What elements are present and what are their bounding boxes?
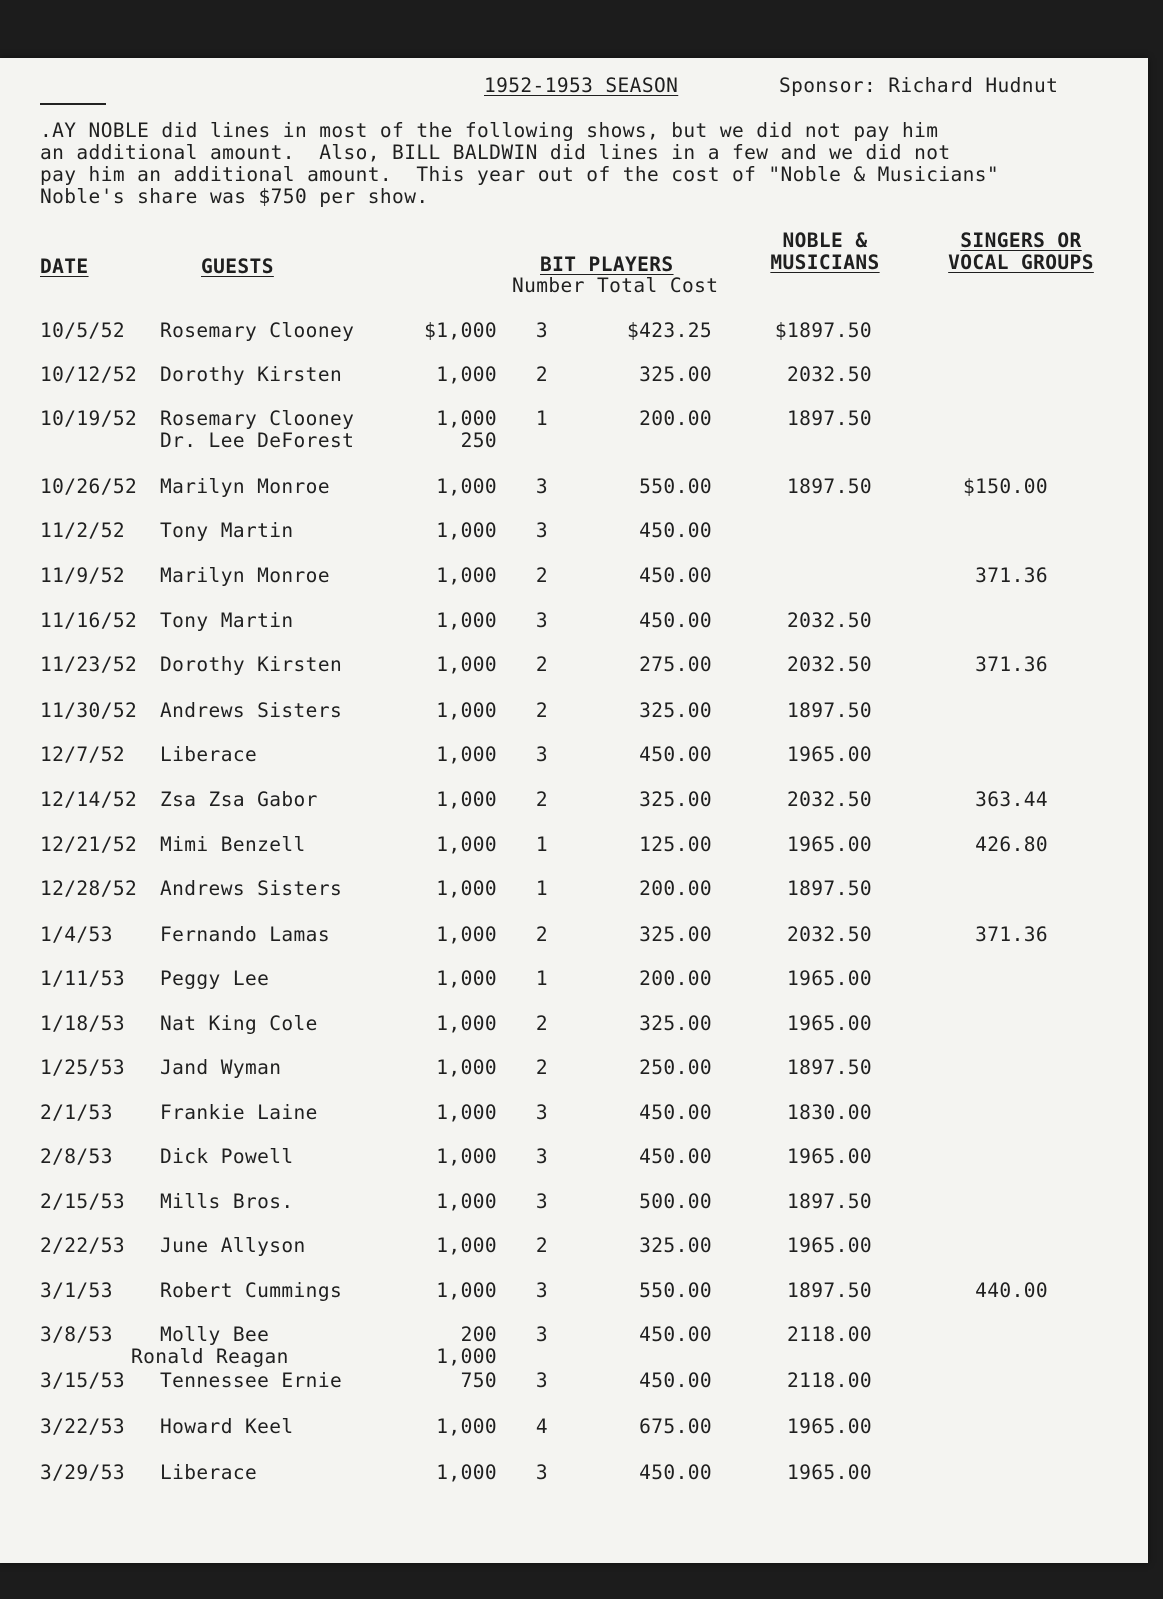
bit-number-cell: 3: [535, 1279, 549, 1302]
bit-cost-cell: 125.00: [639, 833, 712, 856]
date-cell: 2/15/53: [40, 1190, 125, 1213]
noble-cell: 2032.50: [787, 363, 872, 386]
bit-number-cell: 2: [535, 1012, 549, 1035]
fee-cell: 1,000: [436, 1415, 497, 1438]
noble-cell: 1965.00: [787, 967, 872, 990]
bit-number-cell: 2: [535, 653, 549, 676]
fee-cell: 1,000: [436, 923, 497, 946]
bit-cost-cell: 200.00: [639, 967, 712, 990]
bit-number-cell: 2: [535, 363, 549, 386]
guest-cell: Robert Cummings: [160, 1279, 343, 1302]
date-cell: 2/1/53: [40, 1101, 113, 1124]
guest-cell: Dr. Lee DeForest: [160, 429, 355, 452]
date-cell: 3/22/53: [40, 1415, 125, 1438]
fee-cell: 1,000: [436, 1345, 497, 1368]
column-header-noble-2: MUSICIANS: [770, 251, 880, 274]
guest-cell: Tony Martin: [160, 519, 294, 542]
bit-number-cell: 1: [535, 877, 549, 900]
date-cell: 3/29/53: [40, 1461, 125, 1484]
date-cell: 12/7/52: [40, 743, 125, 766]
singers-cell: 426.80: [975, 833, 1048, 856]
bit-number-cell: 2: [535, 923, 549, 946]
season-title: 1952-1953 SEASON: [484, 74, 679, 97]
fee-cell: 1,000: [436, 475, 497, 498]
noble-cell: 2032.50: [787, 923, 872, 946]
date-cell: 11/2/52: [40, 519, 125, 542]
bit-cost-cell: 500.00: [639, 1190, 712, 1213]
fee-cell: 1,000: [436, 1234, 497, 1257]
bit-cost-cell: 450.00: [639, 519, 712, 542]
bit-cost-cell: 325.00: [639, 1234, 712, 1257]
margin-dash: [40, 103, 106, 105]
fee-cell: 1,000: [436, 788, 497, 811]
fee-cell: 1,000: [436, 407, 497, 430]
bit-number-cell: 3: [535, 1369, 549, 1392]
fee-cell: 1,000: [436, 833, 497, 856]
bit-cost-cell: $423.25: [627, 319, 712, 342]
bit-cost-cell: 200.00: [639, 877, 712, 900]
column-subheader-bit-players: Number Total Cost: [512, 274, 719, 297]
date-cell: 11/23/52: [40, 653, 138, 676]
fee-cell: 1,000: [436, 1190, 497, 1213]
date-cell: 1/25/53: [40, 1056, 125, 1079]
bit-cost-cell: 325.00: [639, 788, 712, 811]
fee-cell: 1,000: [436, 1279, 497, 1302]
bit-number-cell: 2: [535, 1056, 549, 1079]
sponsor-line: Sponsor: Richard Hudnut: [779, 74, 1059, 97]
guest-cell: Ronald Reagan: [131, 1345, 289, 1368]
guest-cell: Molly Bee: [160, 1323, 270, 1346]
date-cell: 2/8/53: [40, 1145, 113, 1168]
guest-cell: Tony Martin: [160, 609, 294, 632]
singers-cell: 371.36: [975, 653, 1048, 676]
fee-cell: 1,000: [436, 1101, 497, 1124]
fee-cell: 250: [460, 429, 497, 452]
date-cell: 1/4/53: [40, 923, 113, 946]
guest-cell: Jand Wyman: [160, 1056, 282, 1079]
noble-cell: 2118.00: [787, 1369, 872, 1392]
guest-cell: Marilyn Monroe: [160, 564, 330, 587]
singers-cell: $150.00: [963, 475, 1048, 498]
bit-cost-cell: 325.00: [639, 699, 712, 722]
guest-cell: Liberace: [160, 1461, 258, 1484]
bit-number-cell: 3: [535, 743, 549, 766]
guest-cell: Dorothy Kirsten: [160, 363, 343, 386]
column-header-singers-1: SINGERS OR: [960, 229, 1082, 252]
fee-cell: 1,000: [436, 1056, 497, 1079]
guest-cell: Andrews Sisters: [160, 699, 343, 722]
bit-cost-cell: 325.00: [639, 923, 712, 946]
fee-cell: 750: [460, 1369, 497, 1392]
guest-cell: Peggy Lee: [160, 967, 270, 990]
guest-cell: Dick Powell: [160, 1145, 294, 1168]
bit-number-cell: 3: [535, 319, 549, 342]
column-header-guests: GUESTS: [201, 255, 274, 278]
noble-cell: 2032.50: [787, 609, 872, 632]
noble-cell: 1897.50: [787, 1056, 872, 1079]
date-cell: 11/9/52: [40, 564, 125, 587]
noble-cell: 1965.00: [787, 1012, 872, 1035]
date-cell: 3/15/53: [40, 1369, 125, 1392]
fee-cell: 200: [460, 1323, 497, 1346]
bit-cost-cell: 550.00: [639, 475, 712, 498]
singers-cell: 440.00: [975, 1279, 1048, 1302]
date-cell: 12/21/52: [40, 833, 138, 856]
date-cell: 2/22/53: [40, 1234, 125, 1257]
fee-cell: 1,000: [436, 653, 497, 676]
singers-cell: 371.36: [975, 564, 1048, 587]
noble-cell: 1965.00: [787, 743, 872, 766]
bit-number-cell: 3: [535, 519, 549, 542]
noble-cell: $1897.50: [774, 319, 872, 342]
bit-cost-cell: 450.00: [639, 1101, 712, 1124]
bit-cost-cell: 450.00: [639, 1369, 712, 1392]
guest-cell: Dorothy Kirsten: [160, 653, 343, 676]
column-header-noble-1: NOBLE &: [782, 229, 868, 252]
bit-number-cell: 1: [535, 833, 549, 856]
guest-cell: Liberace: [160, 743, 258, 766]
noble-cell: 1897.50: [787, 475, 872, 498]
guest-cell: Tennessee Ernie: [160, 1369, 343, 1392]
bit-cost-cell: 450.00: [639, 1145, 712, 1168]
guest-cell: Rosemary Clooney: [160, 407, 355, 430]
date-cell: 10/19/52: [40, 407, 138, 430]
singers-cell: 363.44: [975, 788, 1048, 811]
fee-cell: 1,000: [436, 1012, 497, 1035]
bit-number-cell: 2: [535, 1234, 549, 1257]
noble-cell: 2118.00: [787, 1323, 872, 1346]
fee-cell: 1,000: [436, 363, 497, 386]
bit-cost-cell: 450.00: [639, 609, 712, 632]
bit-cost-cell: 325.00: [639, 363, 712, 386]
noble-cell: 2032.50: [787, 653, 872, 676]
guest-cell: June Allyson: [160, 1234, 306, 1257]
noble-cell: 1897.50: [787, 1279, 872, 1302]
fee-cell: 1,000: [436, 1461, 497, 1484]
bit-number-cell: 4: [535, 1415, 549, 1438]
fee-cell: 1,000: [436, 699, 497, 722]
note-line-2: an additional amount. Also, BILL BALDWIN did lines in a few and we did not: [40, 141, 951, 164]
bit-cost-cell: 450.00: [639, 564, 712, 587]
bit-number-cell: 1: [535, 407, 549, 430]
column-header-date: DATE: [40, 255, 89, 278]
guest-cell: Fernando Lamas: [160, 923, 330, 946]
noble-cell: 1897.50: [787, 1190, 872, 1213]
bit-number-cell: 1: [535, 967, 549, 990]
guest-cell: Mimi Benzell: [160, 833, 306, 856]
bit-number-cell: 3: [535, 475, 549, 498]
noble-cell: 1965.00: [787, 1234, 872, 1257]
date-cell: 10/5/52: [40, 319, 125, 342]
bit-cost-cell: 450.00: [639, 1323, 712, 1346]
bit-cost-cell: 550.00: [639, 1279, 712, 1302]
guest-cell: Marilyn Monroe: [160, 475, 330, 498]
date-cell: 3/1/53: [40, 1279, 113, 1302]
noble-cell: 2032.50: [787, 788, 872, 811]
noble-cell: 1965.00: [787, 1145, 872, 1168]
note-line-3: pay him an additional amount. This year out of the cost of "Noble & Musicians": [40, 163, 1000, 186]
singers-cell: 371.36: [975, 923, 1048, 946]
guest-cell: Howard Keel: [160, 1415, 294, 1438]
fee-cell: 1,000: [436, 519, 497, 542]
noble-cell: 1830.00: [787, 1101, 872, 1124]
guest-cell: Andrews Sisters: [160, 877, 343, 900]
bit-cost-cell: 675.00: [639, 1415, 712, 1438]
date-cell: 11/30/52: [40, 699, 138, 722]
bit-number-cell: 2: [535, 699, 549, 722]
guest-cell: Mills Bros.: [160, 1190, 294, 1213]
note-line-4: Noble's share was $750 per show.: [40, 185, 429, 208]
guest-cell: Nat King Cole: [160, 1012, 318, 1035]
noble-cell: 1897.50: [787, 699, 872, 722]
bit-cost-cell: 450.00: [639, 743, 712, 766]
date-cell: 3/8/53: [40, 1323, 113, 1346]
date-cell: 12/28/52: [40, 877, 138, 900]
bit-cost-cell: 275.00: [639, 653, 712, 676]
bit-cost-cell: 325.00: [639, 1012, 712, 1035]
guest-cell: Rosemary Clooney: [160, 319, 355, 342]
date-cell: 10/12/52: [40, 363, 138, 386]
note-line-1: .AY NOBLE did lines in most of the following shows, but we did not pay him: [40, 119, 939, 142]
bit-number-cell: 3: [535, 1101, 549, 1124]
fee-cell: 1,000: [436, 609, 497, 632]
fee-cell: $1,000: [424, 319, 497, 342]
bit-number-cell: 2: [535, 564, 549, 587]
bit-number-cell: 3: [535, 1461, 549, 1484]
fee-cell: 1,000: [436, 967, 497, 990]
fee-cell: 1,000: [436, 564, 497, 587]
date-cell: 11/16/52: [40, 609, 138, 632]
bit-number-cell: 3: [535, 1323, 549, 1346]
guest-cell: Zsa Zsa Gabor: [160, 788, 318, 811]
noble-cell: 1965.00: [787, 1415, 872, 1438]
noble-cell: 1965.00: [787, 833, 872, 856]
noble-cell: 1897.50: [787, 407, 872, 430]
bit-number-cell: 3: [535, 1190, 549, 1213]
fee-cell: 1,000: [436, 877, 497, 900]
fee-cell: 1,000: [436, 743, 497, 766]
bit-cost-cell: 450.00: [639, 1461, 712, 1484]
bit-number-cell: 2: [535, 788, 549, 811]
bit-number-cell: 3: [535, 609, 549, 632]
guest-cell: Frankie Laine: [160, 1101, 318, 1124]
date-cell: 1/18/53: [40, 1012, 125, 1035]
date-cell: 10/26/52: [40, 475, 138, 498]
bit-cost-cell: 200.00: [639, 407, 712, 430]
date-cell: 12/14/52: [40, 788, 138, 811]
column-header-bit-players: BIT PLAYERS: [540, 253, 674, 276]
noble-cell: 1965.00: [787, 1461, 872, 1484]
bit-number-cell: 3: [535, 1145, 549, 1168]
fee-cell: 1,000: [436, 1145, 497, 1168]
date-cell: 1/11/53: [40, 967, 125, 990]
bit-cost-cell: 250.00: [639, 1056, 712, 1079]
column-header-singers-2: VOCAL GROUPS: [948, 251, 1094, 274]
noble-cell: 1897.50: [787, 877, 872, 900]
